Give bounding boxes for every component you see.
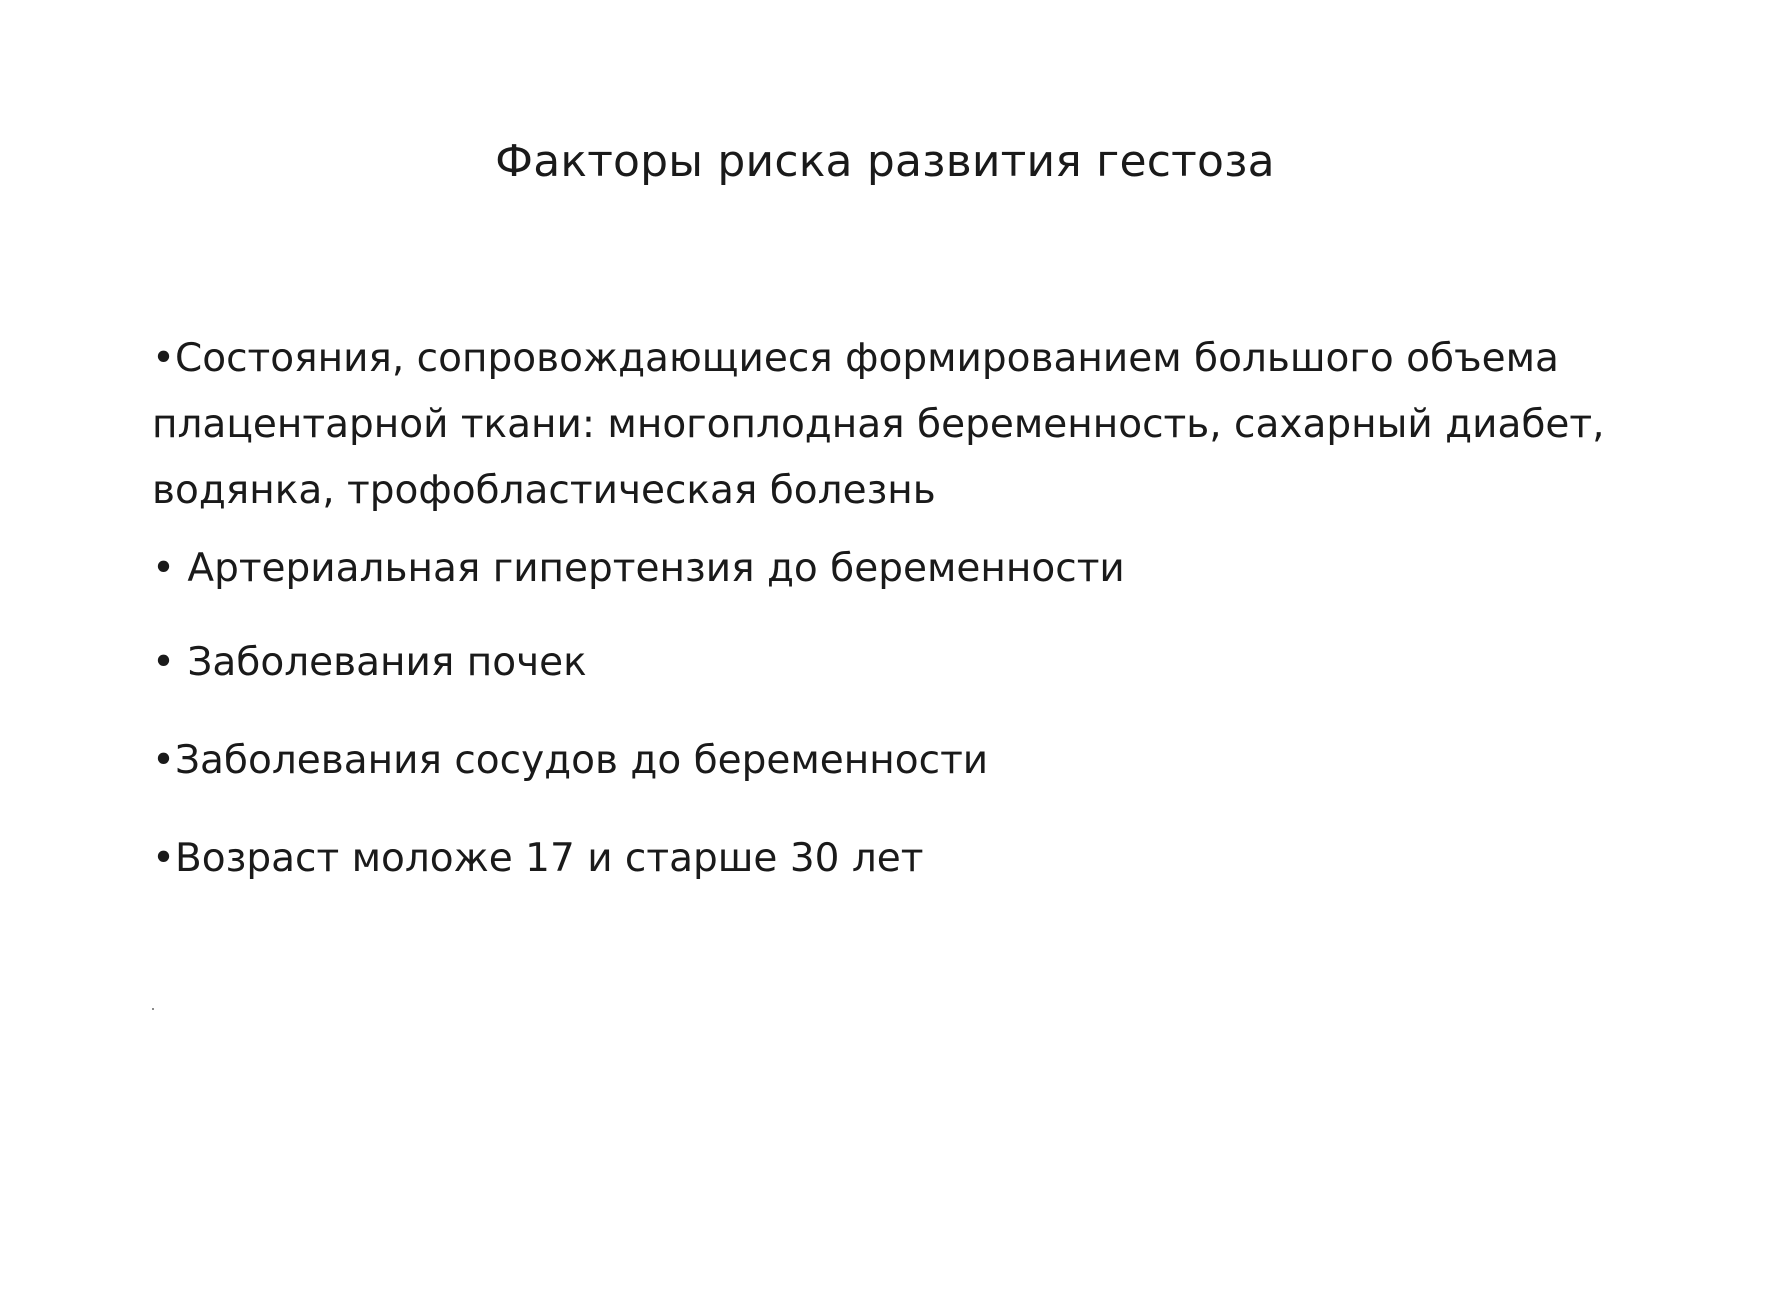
risk-factor-item	[152, 630, 1632, 696]
risk-factor-line: плацентарной ткани: многоплодная беременность, сахарный диабет,	[152, 402, 1605, 447]
risk-factor-item	[152, 826, 1632, 892]
risk-factor-item	[152, 536, 1632, 602]
risk-factor-line: • Заболевания почек	[152, 640, 587, 685]
risk-factor-line: • Артериальная гипертензия до беременности	[152, 546, 1125, 591]
risk-factor-line: •Состояния, сопровождающиеся формированием большого объема	[152, 336, 1559, 381]
risk-factor-line: водянка, трофобластическая болезнь	[152, 468, 936, 513]
risk-factor-item	[152, 326, 1632, 524]
risk-factor-line: •Возраст моложе 17 и старше 30 лет	[152, 836, 924, 881]
risk-factor-line: •Заболевания сосудов до беременности	[152, 738, 989, 783]
stray-dot-mark	[152, 1008, 154, 1010]
risk-factor-item	[152, 728, 1632, 794]
slide-title: Факторы риска развития гестоза	[495, 136, 1275, 187]
